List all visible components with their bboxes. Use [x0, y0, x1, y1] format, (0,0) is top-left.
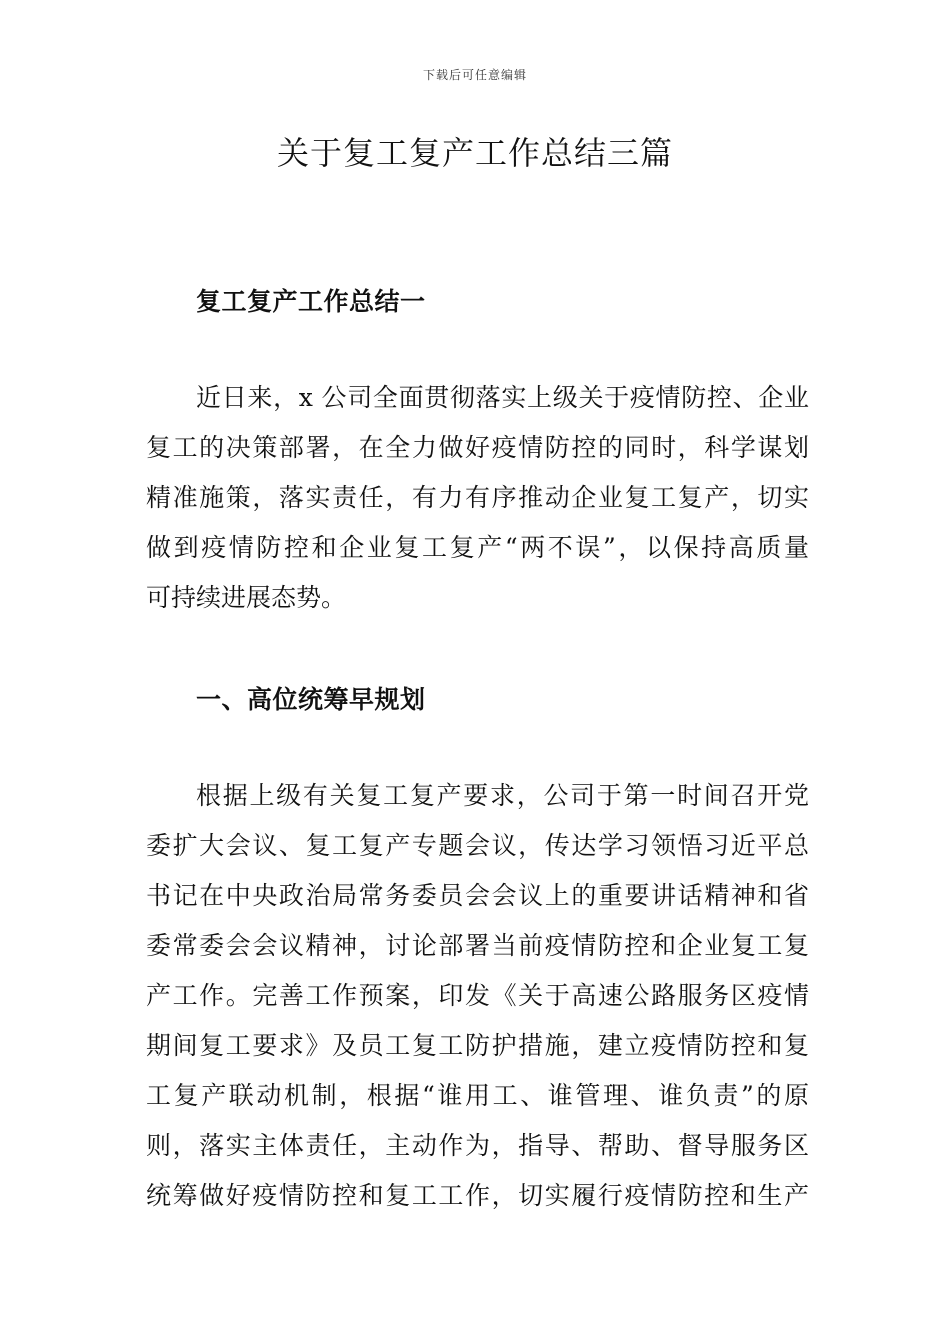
paragraph-line: 书记在中央政治局常务委员会会议上的重要讲话精神和省	[146, 881, 809, 910]
header-note: 下载后可任意编辑	[422, 68, 527, 82]
body-paragraph	[146, 771, 809, 1221]
paragraph-line: 委常委会会议精神，讨论部署当前疫情防控和企业复工复	[146, 931, 809, 960]
paragraph-line: 复工的决策部署，在全力做好疫情防控的同时，科学谋划	[146, 433, 809, 462]
paragraph-line: 做到疫情防控和企业复工复产“两不误”，以保持高质量	[146, 533, 809, 562]
paragraph-line: 期间复工要求》及员工复工防护措施，建立疫情防控和复	[146, 1031, 809, 1060]
document-title: 关于复工复产工作总结三篇	[276, 134, 673, 172]
subsection-heading: 一、高位统筹早规划	[196, 685, 426, 714]
paragraph-line: 则，落实主体责任，主动作为，指导、帮助、督导服务区	[146, 1131, 809, 1160]
paragraph-line: 可持续进展态势。	[146, 583, 347, 612]
intro-paragraph	[146, 373, 809, 623]
paragraph-line: 精准施策，落实责任，有力有序推动企业复工复产，切实	[146, 483, 809, 512]
paragraph-line: 产工作。完善工作预案，印发《关于高速公路服务区疫情	[146, 981, 809, 1010]
paragraph-line: 近日来，x 公司全面贯彻落实上级关于疫情防控、企业	[196, 383, 809, 412]
paragraph-line: 统筹做好疫情防控和复工工作，切实履行疫情防控和生产	[146, 1181, 809, 1210]
paragraph-line: 工复产联动机制，根据“谁用工、谁管理、谁负责”的原	[146, 1081, 809, 1110]
section-heading: 复工复产工作总结一	[196, 287, 426, 316]
paragraph-line: 委扩大会议、复工复产专题会议，传达学习领悟习近平总	[146, 831, 809, 860]
paragraph-line: 根据上级有关复工复产要求，公司于第一时间召开党	[196, 781, 809, 810]
